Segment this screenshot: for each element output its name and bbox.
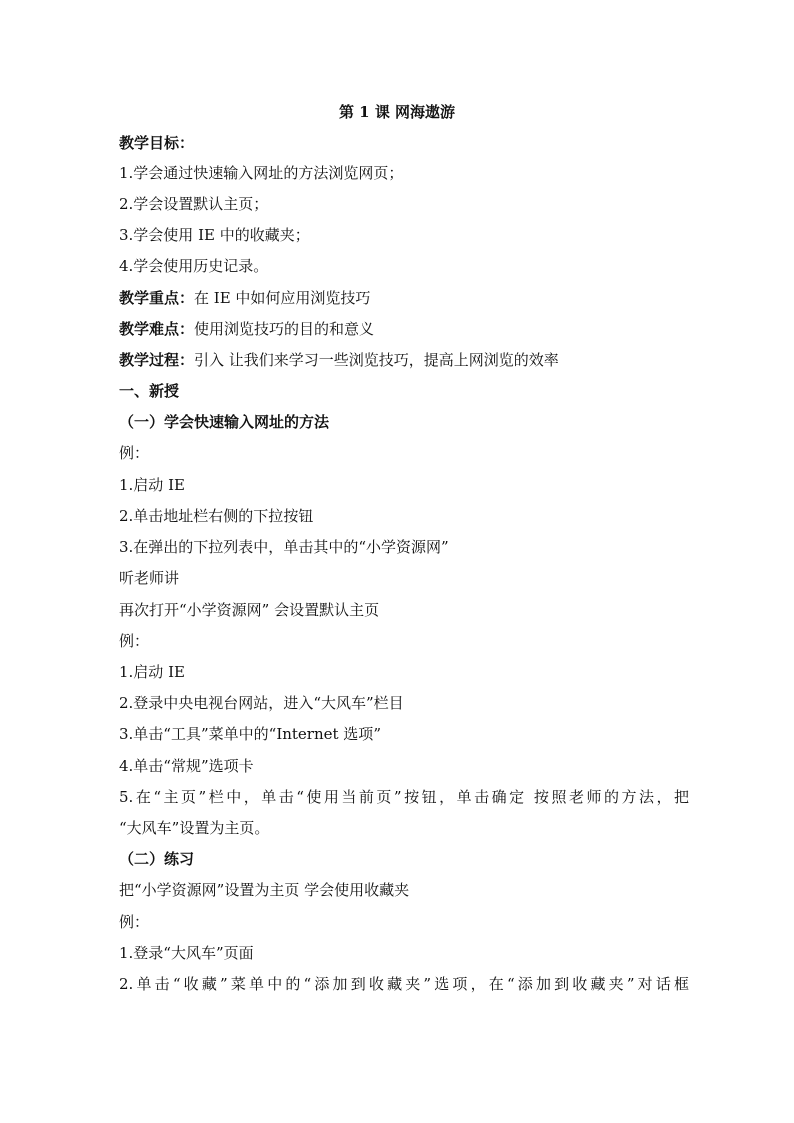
step-item: 1.启动 IE — [119, 663, 185, 681]
process-label: 教学过程： — [119, 351, 195, 369]
step-item: 2.单击“收藏”菜单中的“添加到收藏夹”选项，在“添加到收藏夹”对话框 — [119, 975, 689, 993]
objective-item: 2.学会设置默认主页； — [119, 195, 269, 213]
step-item: 4.单击“常规”选项卡 — [119, 757, 254, 775]
paragraph: 把“小学资源网”设置为主页 学会使用收藏夹 — [119, 881, 410, 899]
process-text: 引入 让我们来学习一些浏览技巧，提高上网浏览的效率 — [194, 351, 559, 369]
paragraph: 听老师讲 — [119, 569, 180, 587]
difficulty-line — [119, 319, 689, 339]
step-item: 3.在弹出的下拉列表中，单击其中的“小学资源网” — [119, 538, 449, 556]
key-point-text: 在 IE 中如何应用浏览技巧 — [194, 289, 371, 307]
objective-item: 4.学会使用历史记录。 — [119, 257, 269, 275]
lesson-title: 第 1 课 网海遨游 — [338, 103, 456, 121]
objective-item: 3.学会使用 IE 中的收藏夹； — [119, 226, 310, 244]
difficulty-text: 使用浏览技巧的目的和意义 — [194, 320, 375, 338]
key-point-line — [119, 288, 689, 308]
objectives-heading: 教学目标： — [119, 134, 195, 152]
subsection-heading: （一）学会快速输入网址的方法 — [119, 413, 330, 431]
step-item: 2.单击地址栏右侧的下拉按钮 — [119, 507, 314, 525]
step-item: 1.登录“大风车”页面 — [119, 944, 254, 962]
objective-item: 1.学会通过快速输入网址的方法浏览网页； — [119, 164, 404, 182]
example-label: 例： — [119, 632, 150, 650]
section-heading: 一、新授 — [119, 382, 180, 400]
difficulty-label: 教学难点： — [119, 320, 195, 338]
step-item: 5.在“主页”栏中，单击“使用当前页”按钮，单击确定 按照老师的方法，把 — [119, 788, 689, 806]
step-item-continued: “大风车”设置为主页。 — [119, 819, 270, 837]
step-item: 1.启动 IE — [119, 476, 185, 494]
key-point-label: 教学重点： — [119, 289, 195, 307]
example-label: 例： — [119, 913, 150, 931]
step-item: 3.单击“工具”菜单中的“Internet 选项” — [119, 725, 381, 743]
process-line — [119, 350, 689, 370]
step-item: 2.登录中央电视台网站，进入“大风车”栏目 — [119, 694, 404, 712]
paragraph: 再次打开“小学资源网” 会设置默认主页 — [119, 601, 380, 619]
subsection-heading: （二）练习 — [119, 850, 195, 868]
example-label: 例： — [119, 444, 150, 462]
